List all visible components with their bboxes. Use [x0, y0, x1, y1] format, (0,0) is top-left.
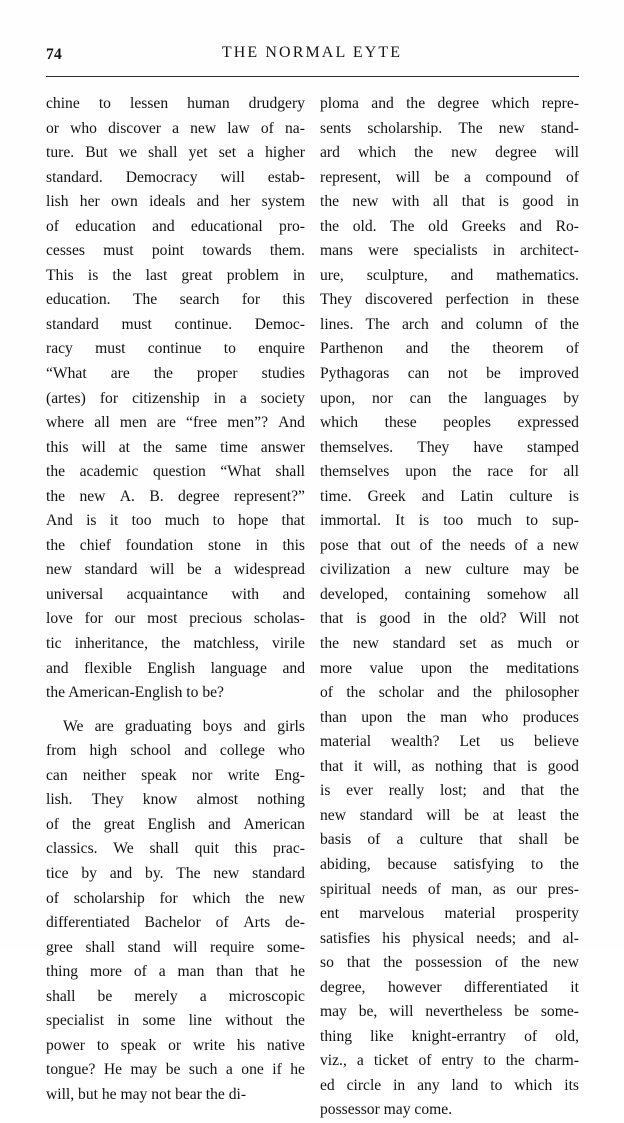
text-line: pose that out of the needs of a new	[320, 536, 579, 554]
text-line: ure, sculpture, and mathematics.	[320, 266, 579, 284]
text-line: And is it too much to hope that	[46, 512, 305, 530]
text-line: ent marvelous material prosperity	[320, 905, 579, 923]
text-line: education. The search for this	[46, 291, 305, 309]
text-line: tice by and by. The new standard	[46, 864, 305, 882]
text-line: They discovered perfection in these	[320, 291, 579, 309]
text-line: may be, will nevertheless be some-	[320, 1003, 579, 1021]
text-line: time. Greek and Latin culture is	[320, 487, 579, 505]
text-line: This is the last great problem in	[46, 266, 305, 284]
text-line: We are graduating boys and girls	[63, 717, 305, 735]
text-line: civilization a new culture may be	[320, 561, 579, 579]
paragraph-gap	[46, 706, 305, 715]
text-line: and flexible English language and	[46, 659, 305, 677]
text-line: spiritual needs of man, as our pres-	[320, 880, 579, 898]
text-line: ture. But we shall yet set a higher	[46, 144, 305, 162]
text-line: immortal. It is too much to sup-	[320, 512, 579, 530]
text-line: of education and educational pro-	[46, 217, 305, 235]
text-line: the new standard set as much or	[320, 635, 579, 653]
text-line: lish her own ideals and her system	[46, 193, 305, 211]
text-line: “What are the proper studies	[46, 365, 305, 383]
text-line: shall be merely a microscopic	[46, 987, 305, 1005]
text-line: love for our most precious scholas-	[46, 610, 305, 628]
text-line: the chief foundation stone in this	[46, 536, 305, 554]
text-line: gree shall stand will require some-	[46, 938, 305, 956]
text-line: so that the possession of the new	[320, 954, 579, 972]
text-line: which these peoples expressed	[320, 414, 579, 432]
text-line: the new with all that is good in	[320, 193, 579, 211]
text-line: possessor may come.	[320, 1101, 453, 1119]
text-line: more value upon the meditations	[320, 659, 579, 677]
text-line: mans were specialists in architect-	[320, 242, 579, 260]
text-line: classics. We shall quit this prac-	[46, 840, 305, 858]
text-line: the American-English to be?	[46, 684, 224, 702]
text-line: tic inheritance, the matchless, virile	[46, 635, 305, 653]
right-column	[320, 92, 579, 1123]
text-line: satisfies his physical needs; and al-	[320, 929, 579, 947]
text-line: the old. The old Greeks and Ro-	[320, 217, 579, 235]
page-number: 74	[46, 46, 62, 63]
text-line: racy must continue to enquire	[46, 340, 305, 358]
text-line: from high school and college who	[46, 742, 305, 760]
text-line: upon, nor can the languages by	[320, 389, 579, 407]
text-line: new standard will be a widespread	[46, 561, 305, 579]
text-line: differentiated Bachelor of Arts de-	[46, 914, 305, 932]
text-line: power to speak or write his native	[46, 1036, 305, 1054]
text-line: represent, will be a compound of	[320, 168, 579, 186]
text-line: Parthenon and the theorem of	[320, 340, 579, 358]
text-line: tongue? He may be such a one if he	[46, 1061, 305, 1079]
text-line: of the scholar and the philosopher	[320, 684, 579, 702]
text-line: (artes) for citizenship in a society	[46, 389, 305, 407]
text-line: the academic question “What shall	[46, 463, 305, 481]
text-line: than upon the man who produces	[320, 708, 579, 726]
text-line: thing like knight-errantry of old,	[320, 1027, 579, 1045]
text-line: universal acquaintance with and	[46, 585, 305, 603]
text-line: abiding, because satisfying to the	[320, 855, 579, 873]
text-line: this will at the same time answer	[46, 438, 305, 456]
text-line: ploma and the degree which repre-	[320, 95, 579, 112]
text-line: ard which the new degree will	[320, 144, 579, 162]
text-line: where all men are “free men”? And	[46, 414, 305, 432]
text-line: Pythagoras can not be improved	[320, 365, 579, 383]
text-line: degree, however differentiated it	[320, 978, 579, 996]
text-line: material wealth? Let us believe	[320, 733, 579, 751]
text-line: new standard will be at least the	[320, 806, 579, 824]
text-line: that is good in the old? Will not	[320, 610, 579, 628]
text-line: sents scholarship. The new stand-	[320, 119, 579, 137]
text-line: themselves upon the race for all	[320, 463, 579, 481]
publication-title: THE NORMAL EYTE	[221, 44, 403, 61]
text-line: chine to lessen human drudgery	[46, 95, 305, 112]
text-line: is ever really lost; and that the	[320, 782, 579, 800]
text-line: will, but he may not bear the di-	[46, 1085, 247, 1103]
running-head	[46, 44, 578, 74]
text-line: that it will, as nothing that is good	[320, 757, 579, 775]
text-line: cesses must point towards them.	[46, 242, 305, 260]
text-line: lish. They know almost nothing	[46, 791, 305, 809]
text-line: of scholarship for which the new	[46, 889, 305, 907]
text-line: viz., a ticket of entry to the charm-	[320, 1052, 579, 1070]
text-line: specialist in some line without the	[46, 1012, 305, 1030]
text-line: lines. The arch and column of the	[320, 315, 579, 333]
text-line: the new A. B. degree represent?”	[46, 487, 305, 505]
text-line: can neither speak nor write Eng-	[46, 766, 305, 784]
text-line: standard must continue. Democ-	[46, 315, 305, 333]
text-line: ed circle in any land to which its	[320, 1076, 579, 1094]
text-line: standard. Democracy will estab-	[46, 168, 305, 186]
left-column	[46, 92, 305, 1107]
text-line: or who discover a new law of na-	[46, 119, 305, 137]
text-line: thing more of a man than that he	[46, 963, 305, 981]
text-line: themselves. They have stamped	[320, 438, 579, 456]
text-line: of the great English and American	[46, 815, 305, 833]
text-line: developed, containing somehow all	[320, 585, 579, 603]
header-rule	[46, 76, 579, 77]
text-line: basis of a culture that shall be	[320, 831, 579, 849]
